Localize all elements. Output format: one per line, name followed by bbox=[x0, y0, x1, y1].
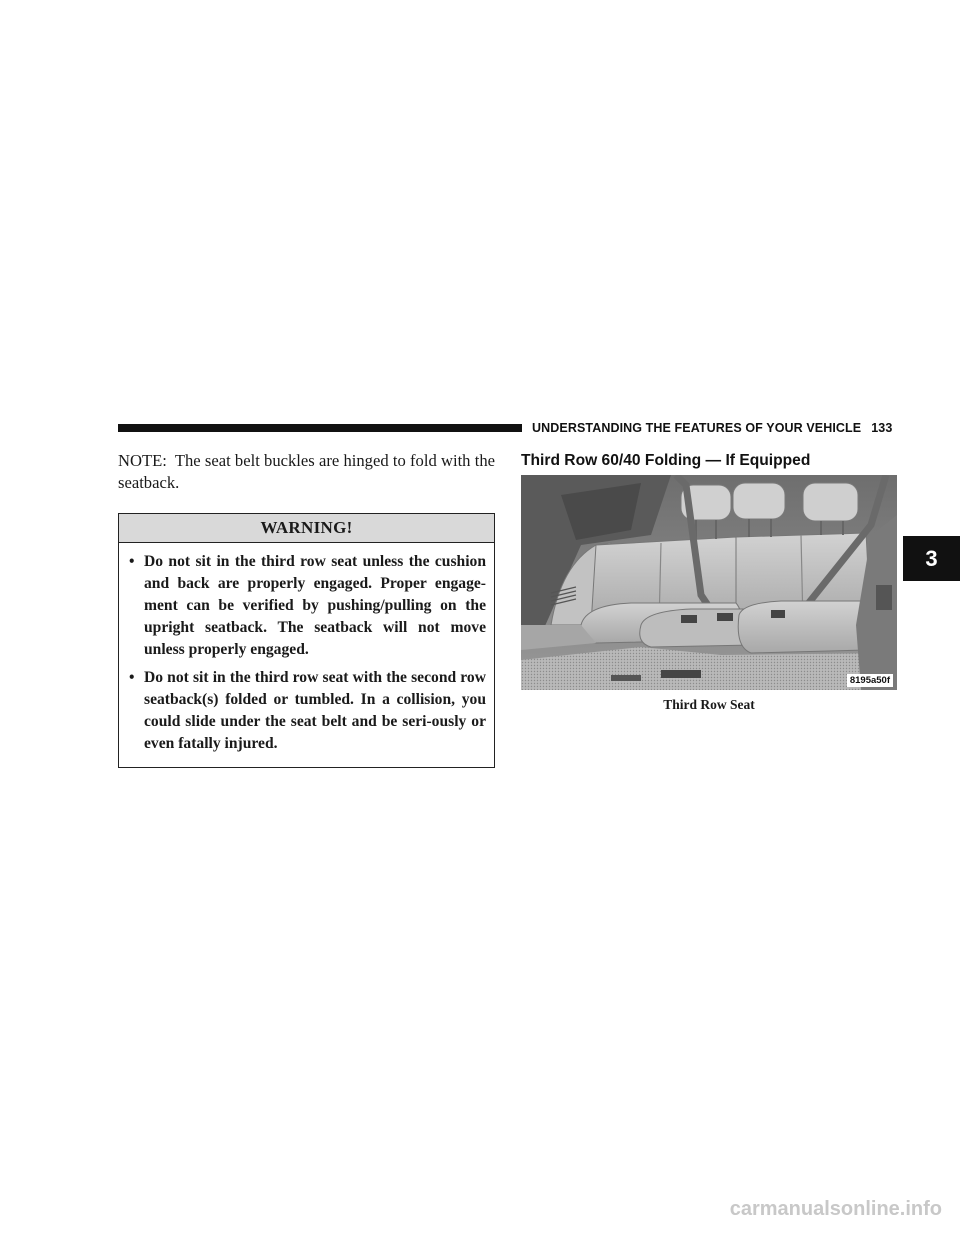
seat-illustration bbox=[521, 475, 897, 690]
figure-caption: Third Row Seat bbox=[663, 697, 755, 712]
note-paragraph bbox=[118, 450, 495, 494]
warning-item bbox=[127, 667, 486, 755]
bullet-icon: • bbox=[129, 553, 135, 570]
warning-item-text: Do not sit in the third row seat with the second row seatback(s) folded or tumbled. In a collision, you could slide under the seat belt and be seri-ously or even fatally injured. bbox=[144, 669, 486, 752]
footer-watermark: carmanualsonline.info bbox=[729, 1198, 942, 1220]
note-label: NOTE: bbox=[118, 451, 167, 470]
page-number: 133 bbox=[871, 421, 893, 435]
warning-item-text: Do not sit in the third row seat unless the cushion and back are properly engaged. Proper engage-ment can be verified by pushing/pulling on the upright seatback. The seatback will not move unless properly engaged. bbox=[144, 553, 486, 658]
warning-list bbox=[119, 543, 494, 767]
warning-box bbox=[118, 513, 495, 768]
left-column bbox=[118, 450, 495, 768]
figure-code: 8195a50f bbox=[847, 674, 893, 687]
warning-title: WARNING! bbox=[119, 514, 494, 543]
header-title: UNDERSTANDING THE FEATURES OF YOUR VEHICLE bbox=[532, 421, 862, 435]
third-row-seat-photo bbox=[521, 475, 897, 690]
chapter-tab: 3 bbox=[903, 536, 960, 581]
note-text: The seat belt buckles are hinged to fold with the seatback. bbox=[118, 451, 495, 492]
section-heading: Third Row 60/40 Folding — If Equipped bbox=[521, 452, 811, 469]
header-rule bbox=[118, 424, 522, 432]
running-header bbox=[532, 421, 912, 435]
bullet-icon: • bbox=[129, 669, 135, 686]
warning-item bbox=[127, 551, 486, 661]
